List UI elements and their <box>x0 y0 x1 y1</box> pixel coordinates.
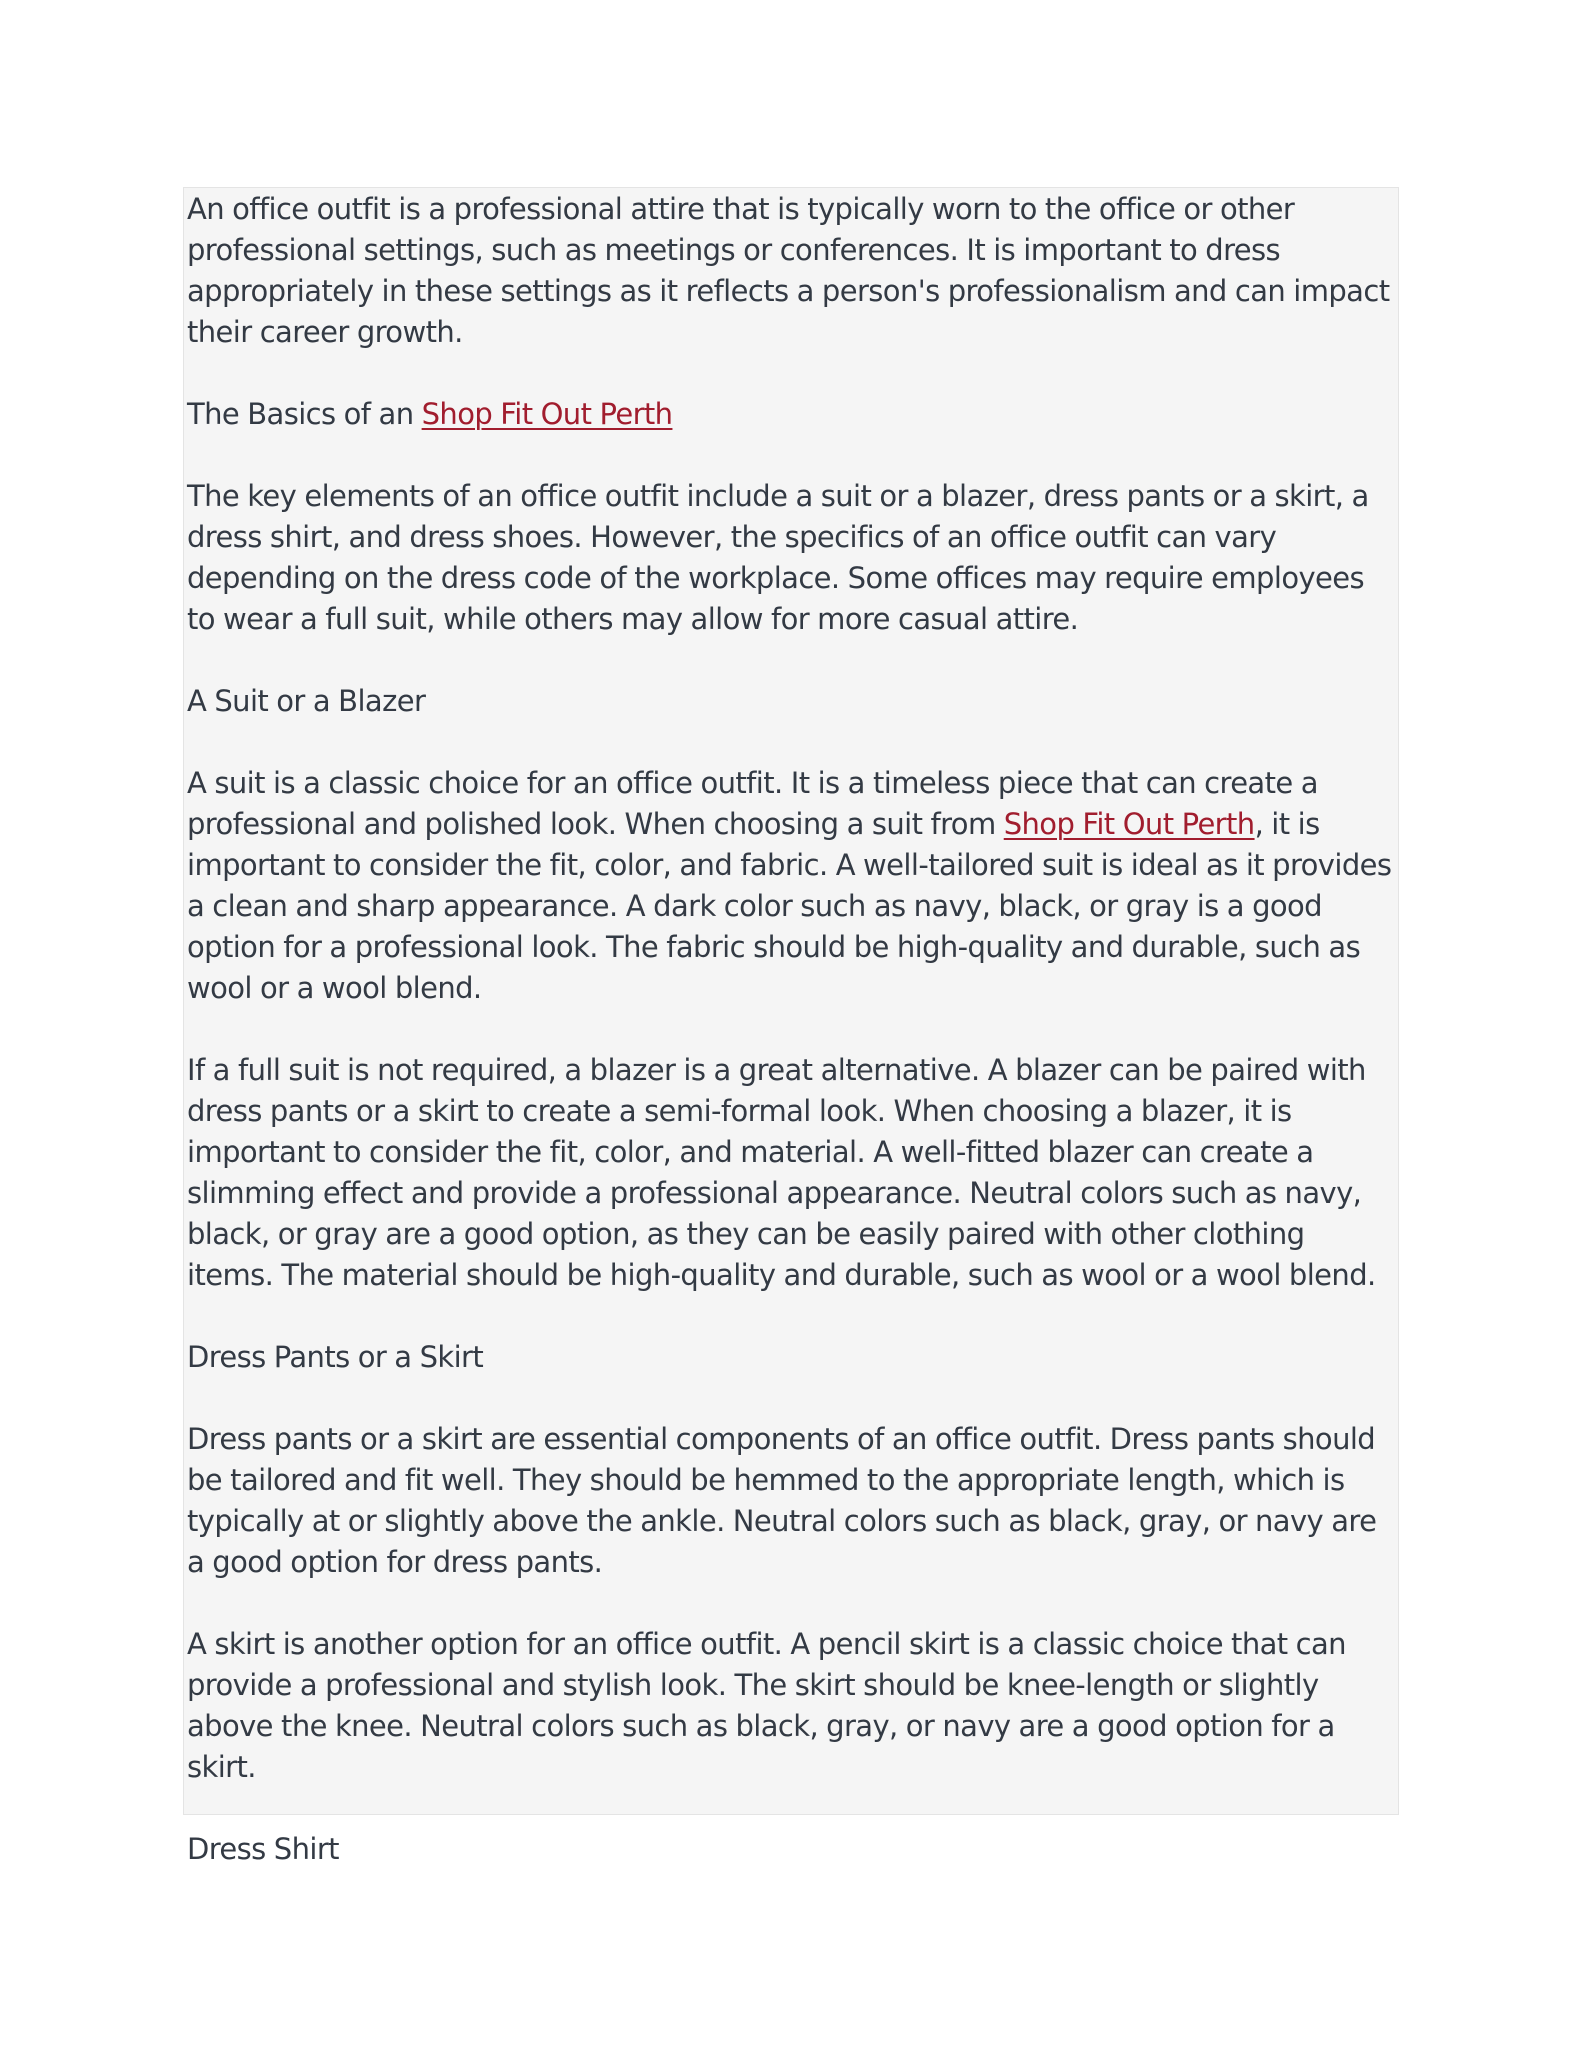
key-elements-paragraph: The key elements of an office outfit include a suit or a blazer, dress pants or a skirt, a dress shirt, and dress shoes. However, the specifics of an office outfit can vary depending on the dress code of the workplace. Some offices may require employees to wear a full suit, while others may allow for more casual attire. <box>187 479 1369 636</box>
intro-paragraph: An office outfit is a professional attire that is typically worn to the office or other professional settings, such as meetings or conferences. It is important to dress appropriately in these settings as it reflects a person's professionalism and can impact their career growth. <box>187 192 1390 349</box>
suit-text-end: , it is important to consider the fit, color, and fabric. A well-tailored suit is ideal as it provides a clean and sharp appearance. A dark color such as navy, black, or gray is a good option for a professional look. The fabric should be high-quality and durable, such as wool or a wool blend. <box>187 807 1392 1005</box>
article-body <box>187 189 1397 1870</box>
suit-text-start: A suit is a classic choice for an office outfit. It is a timeless piece that can create a professional and polished look. When choosing a suit from <box>187 766 1318 841</box>
suit-paragraph <box>187 763 1397 1009</box>
heading-basics-text: The Basics of an <box>187 397 422 431</box>
shop-fit-out-perth-link[interactable]: Shop Fit Out Perth <box>421 397 673 431</box>
shop-fit-out-perth-inline-link[interactable]: Shop Fit Out Perth <box>1003 807 1255 841</box>
section-heading-pants: Dress Pants or a Skirt <box>187 1340 484 1374</box>
section-heading-shirt: Dress Shirt <box>187 1832 339 1866</box>
section-heading-basics <box>187 394 1397 435</box>
section-heading-suit: A Suit or a Blazer <box>187 684 426 718</box>
blazer-paragraph: If a full suit is not required, a blazer is a great alternative. A blazer can be paired with dress pants or a skirt to create a semi-formal look. When choosing a blazer, it is important to consider the fit, color, and material. A well-fitted blazer can create a slimming effect and provide a professional appearance. Neutral colors such as navy, black, or gray are a good option, as they can be easily paired with other clothing items. The material should be high-quality and durable, such as wool or a wool blend. <box>187 1053 1376 1292</box>
skirt-paragraph: A skirt is another option for an office outfit. A pencil skirt is a classic choice that can provide a professional and stylish look. The skirt should be knee-length or slightly above the knee. Neutral colors such as black, gray, or navy are a good option for a skirt. <box>187 1627 1346 1784</box>
dress-pants-paragraph: Dress pants or a skirt are essential components of an office outfit. Dress pants should be tailored and fit well. They should be hemmed to the appropriate length, which is typically at or slightly above the ankle. Neutral colors such as black, gray, or navy are a good option for dress pants. <box>187 1422 1377 1579</box>
